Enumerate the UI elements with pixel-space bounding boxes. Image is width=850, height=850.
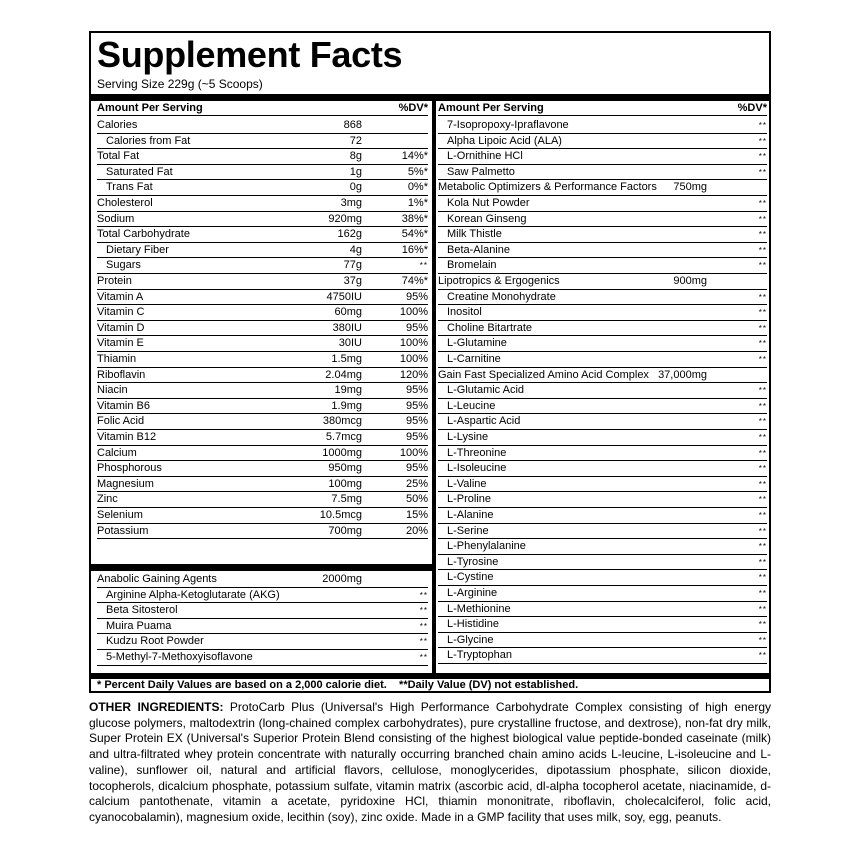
nutrient-daily-value: ** bbox=[419, 621, 428, 631]
nutrient-name: Bromelain bbox=[447, 259, 497, 272]
nutrient-amount: 10.5mcg bbox=[319, 509, 362, 521]
nutrient-name: Arginine Alpha-Ketoglutarate (AKG) bbox=[106, 588, 280, 601]
nutrient-row bbox=[97, 274, 428, 290]
nutrient-amount: 950mg bbox=[328, 462, 362, 475]
nutrient-row bbox=[97, 399, 428, 415]
other-ingredients-label: OTHER INGREDIENTS: bbox=[89, 700, 224, 714]
nutrient-daily-value: ** bbox=[419, 261, 428, 271]
nutrient-daily-value: 0%* bbox=[407, 181, 428, 194]
other-ingredients-text: ProtoCarb Plus (Universal's High Performance Carbohydrate Complex consisting of high energy glucose polymers, maltodextrin (long-chained complex carbohydrates), pure crystalline fructose, and dextrose), non-fat dry milk, Super Protein EX (Universal's Superior Protein Blend consisting of the highest biological value peptide-bonded caseinate (milk) and ultra-filtrated whey protein concentrate with naturally occurring branched chain amino acids L-leucine, L-isoleucine and L-valine), sunflower oil, natural and artificial flavors, cellulose, monoglycerides, dipotassium phosphate, silicon dioxide, tocopherols, dicalcium phosphate, potassium sulfate, vitamin matrix (ascorbic acid, dl-alpha tocopherol acetate, niacinamide, d-calcium pantothenate, vitamin a acetate, pyridoxine HCl, thiamin mononitrate, riboflavin, cholecalciferol, folic acid, cyanocobalamin), magnesium oxide, lecithin (soy), zinc oxide. Made in a GMP facility that uses milk, soy, egg, peanuts. bbox=[89, 700, 771, 824]
nutrient-row bbox=[97, 634, 428, 650]
nutrient-name: Beta-Alanine bbox=[447, 243, 510, 256]
nutrient-daily-value: ** bbox=[758, 651, 767, 661]
dv-header: %DV* bbox=[398, 102, 428, 114]
nutrient-name: L-Leucine bbox=[447, 399, 496, 412]
nutrient-daily-value: ** bbox=[419, 606, 428, 616]
nutrient-name: Total Fat bbox=[97, 150, 140, 163]
nutrient-daily-value: ** bbox=[758, 339, 767, 349]
nutrient-row bbox=[97, 321, 428, 337]
nutrient-name: Vitamin C bbox=[97, 306, 145, 319]
nutrient-name: L-Alanine bbox=[447, 509, 494, 521]
nutrient-daily-value: ** bbox=[758, 464, 767, 474]
nutrient-name: Niacin bbox=[97, 384, 128, 397]
nutrient-name: Gain Fast Specialized Amino Acid Complex bbox=[438, 368, 649, 381]
nutrient-daily-value: ** bbox=[758, 526, 767, 536]
nutrient-name: Magnesium bbox=[97, 477, 154, 490]
section-divider bbox=[91, 564, 434, 571]
nutrient-row bbox=[438, 383, 767, 399]
nutrient-name: L-Aspartic Acid bbox=[447, 415, 521, 428]
nutrient-amount: 900mg bbox=[673, 275, 707, 287]
nutrient-row bbox=[438, 570, 767, 586]
nutrient-name: Phosphorous bbox=[97, 462, 162, 475]
nutrient-row bbox=[97, 508, 428, 524]
nutrient-daily-value: 95% bbox=[405, 462, 428, 475]
nutrient-daily-value: 95% bbox=[405, 399, 428, 412]
daily-value-footnote: * Percent Daily Values are based on a 2,000 calorie diet. **Daily Value (DV) not established. bbox=[97, 679, 579, 691]
right-column-header bbox=[438, 101, 767, 116]
nutrient-name: 5-Methyl-7-Methoxyisoflavone bbox=[106, 651, 253, 663]
nutrient-name: Saw Palmetto bbox=[447, 165, 515, 178]
nutrient-daily-value: ** bbox=[758, 557, 767, 567]
nutrient-row bbox=[438, 368, 767, 384]
nutrient-amount: 2.04mg bbox=[325, 368, 362, 381]
nutrient-daily-value: 54%* bbox=[401, 228, 428, 241]
nutrient-name: L-Tryptophan bbox=[447, 649, 513, 662]
nutrient-row bbox=[438, 508, 767, 524]
left-column-header bbox=[97, 101, 428, 116]
nutrient-amount: 380IU bbox=[332, 321, 362, 334]
nutrient-row bbox=[438, 149, 767, 165]
nutrient-amount: 920mg bbox=[328, 212, 362, 225]
nutrient-daily-value: ** bbox=[758, 167, 767, 177]
nutrient-name: L-Phenylalanine bbox=[447, 540, 526, 553]
nutrient-name: Protein bbox=[97, 275, 132, 287]
nutrient-daily-value: ** bbox=[758, 323, 767, 333]
nutrient-row bbox=[97, 430, 428, 446]
supplement-facts-panel bbox=[89, 31, 771, 693]
nutrient-row bbox=[438, 227, 767, 243]
nutrient-name: Korean Ginseng bbox=[447, 212, 527, 225]
nutrient-name: Zinc bbox=[97, 493, 118, 506]
nutrient-row bbox=[97, 461, 428, 477]
amount-per-serving-label: Amount Per Serving bbox=[97, 102, 203, 114]
nutrient-row bbox=[438, 305, 767, 321]
nutrient-amount: 5.7mcg bbox=[325, 431, 362, 443]
nutrient-row bbox=[97, 212, 428, 228]
nutrient-name: L-Glutamine bbox=[447, 337, 507, 350]
nutrient-row bbox=[97, 134, 428, 150]
nutrient-name: Milk Thistle bbox=[447, 228, 502, 241]
nutrient-name: Total Carbohydrate bbox=[97, 228, 190, 241]
nutrient-name: Vitamin B12 bbox=[97, 431, 157, 443]
nutrient-name: Folic Acid bbox=[97, 415, 145, 428]
nutrient-name: Calcium bbox=[97, 446, 137, 459]
nutrient-daily-value: 5%* bbox=[407, 165, 428, 178]
nutrient-row bbox=[97, 619, 428, 635]
nutrient-name: Alpha Lipoic Acid (ALA) bbox=[447, 134, 562, 147]
nutrient-daily-value: ** bbox=[758, 136, 767, 146]
nutrient-amount: 750mg bbox=[673, 181, 707, 194]
nutrient-daily-value: 120% bbox=[399, 368, 428, 381]
nutrient-row bbox=[438, 555, 767, 571]
nutrient-daily-value: 14%* bbox=[401, 150, 428, 163]
nutrient-name: Riboflavin bbox=[97, 368, 146, 381]
nutrient-daily-value: 15% bbox=[405, 509, 428, 521]
nutrient-row bbox=[438, 602, 767, 618]
nutrient-row bbox=[438, 336, 767, 352]
nutrient-row bbox=[438, 446, 767, 462]
column-divider bbox=[432, 94, 436, 674]
nutrient-daily-value: ** bbox=[758, 401, 767, 411]
nutrient-row bbox=[97, 149, 428, 165]
nutrient-amount: 0g bbox=[349, 181, 362, 194]
nutrient-row bbox=[97, 243, 428, 259]
nutrient-daily-value: ** bbox=[758, 199, 767, 208]
nutrient-amount: 77g bbox=[343, 259, 362, 272]
nutrient-daily-value: 50% bbox=[405, 493, 428, 506]
nutrient-row bbox=[97, 650, 428, 666]
nutrient-daily-value: 20% bbox=[405, 524, 428, 537]
nutrient-row bbox=[438, 196, 767, 212]
nutrient-daily-value: ** bbox=[758, 214, 767, 224]
nutrient-row bbox=[438, 165, 767, 181]
nutrient-daily-value: ** bbox=[758, 308, 767, 318]
nutrient-name: L-Methionine bbox=[447, 602, 511, 615]
nutrient-amount: 1000mg bbox=[322, 446, 362, 459]
nutrient-row bbox=[438, 461, 767, 477]
nutrient-amount: 380mcg bbox=[322, 415, 362, 428]
nutrient-row bbox=[438, 274, 767, 290]
nutrient-name: L-Threonine bbox=[447, 446, 507, 459]
nutrient-name: Kudzu Root Powder bbox=[106, 635, 204, 648]
serving-size: Serving Size 229g (~5 Scoops) bbox=[97, 77, 263, 91]
nutrient-amount: 162g bbox=[337, 228, 362, 241]
nutrient-name: L-Glutamic Acid bbox=[447, 384, 525, 397]
nutrient-row bbox=[97, 572, 428, 588]
nutrient-amount: 4g bbox=[349, 243, 362, 256]
nutrient-daily-value: 74%* bbox=[401, 275, 428, 287]
dv-header: %DV* bbox=[737, 102, 767, 114]
nutrient-row bbox=[97, 196, 428, 212]
nutrient-daily-value: ** bbox=[758, 433, 767, 442]
nutrient-row bbox=[438, 617, 767, 633]
nutrient-name: Inositol bbox=[447, 306, 482, 319]
nutrient-name: L-Lysine bbox=[447, 431, 489, 443]
nutrient-name: Thiamin bbox=[97, 353, 137, 365]
nutrient-name: Selenium bbox=[97, 509, 143, 521]
nutrient-daily-value: ** bbox=[758, 230, 767, 240]
nutrient-daily-value: ** bbox=[758, 511, 767, 520]
nutrient-name: L-Glycine bbox=[447, 633, 494, 646]
nutrient-daily-value: ** bbox=[758, 292, 767, 302]
nutrient-name: L-Isoleucine bbox=[447, 462, 507, 475]
nutrient-daily-value: ** bbox=[758, 479, 767, 489]
nutrient-name: Potassium bbox=[97, 524, 149, 537]
nutrient-row bbox=[97, 352, 428, 368]
nutrient-daily-value: 16%* bbox=[401, 243, 428, 256]
nutrient-row bbox=[97, 290, 428, 306]
nutrient-name: L-Histidine bbox=[447, 618, 499, 631]
nutrient-name: Lipotropics & Ergogenics bbox=[438, 275, 560, 287]
nutrient-row bbox=[438, 539, 767, 555]
nutrient-amount: 72 bbox=[349, 134, 362, 147]
nutrient-row bbox=[438, 524, 767, 540]
nutrient-daily-value: ** bbox=[758, 152, 767, 162]
nutrient-name: 7-Isopropoxy-Ipraflavone bbox=[447, 119, 569, 131]
nutrient-daily-value: ** bbox=[758, 495, 767, 505]
nutrient-row bbox=[97, 118, 428, 134]
nutrient-daily-value: 100% bbox=[399, 353, 428, 365]
amount-per-serving-label: Amount Per Serving bbox=[438, 102, 544, 114]
nutrient-name: Saturated Fat bbox=[106, 165, 173, 178]
nutrient-name: L-Tyrosine bbox=[447, 555, 499, 568]
nutrient-amount: 1g bbox=[349, 165, 362, 178]
nutrient-daily-value: ** bbox=[758, 573, 767, 583]
nutrient-amount: 100mg bbox=[328, 477, 362, 490]
nutrient-name: Sugars bbox=[106, 259, 141, 272]
nutrient-row bbox=[97, 383, 428, 399]
nutrient-daily-value: ** bbox=[758, 589, 767, 598]
nutrient-row bbox=[97, 492, 428, 508]
nutrient-amount: 700mg bbox=[328, 524, 362, 537]
nutrient-name: L-Valine bbox=[447, 477, 487, 490]
nutrient-row bbox=[97, 336, 428, 352]
nutrient-daily-value: 95% bbox=[405, 290, 428, 303]
nutrient-row bbox=[97, 227, 428, 243]
nutrient-row bbox=[438, 399, 767, 415]
nutrient-daily-value: 95% bbox=[405, 431, 428, 443]
nutrient-row bbox=[438, 430, 767, 446]
nutrient-row bbox=[438, 180, 767, 196]
nutrient-daily-value: ** bbox=[758, 386, 767, 396]
nutrient-row bbox=[438, 258, 767, 274]
nutrient-name: Calories bbox=[97, 119, 138, 131]
header-divider bbox=[91, 94, 769, 101]
nutrient-row bbox=[97, 180, 428, 196]
nutrient-name: Dietary Fiber bbox=[106, 243, 169, 256]
nutrient-row bbox=[438, 352, 767, 368]
nutrient-name: Choline Bitartrate bbox=[447, 321, 532, 334]
nutrient-daily-value: ** bbox=[758, 620, 767, 630]
nutrient-daily-value: ** bbox=[758, 604, 767, 614]
nutrient-amount: 8g bbox=[349, 150, 362, 163]
nutrient-daily-value: ** bbox=[758, 245, 767, 255]
nutrient-row bbox=[438, 648, 767, 664]
nutrient-row bbox=[438, 321, 767, 337]
nutrient-amount: 37g bbox=[343, 275, 362, 287]
nutrient-row bbox=[97, 588, 428, 604]
nutrient-name: L-Ornithine HCl bbox=[447, 150, 523, 163]
nutrient-row bbox=[438, 414, 767, 430]
nutrient-daily-value: ** bbox=[758, 542, 767, 552]
nutrient-daily-value: ** bbox=[758, 121, 767, 130]
nutrient-daily-value: 95% bbox=[405, 321, 428, 334]
nutrient-name: L-Cystine bbox=[447, 571, 494, 584]
nutrient-name: L-Serine bbox=[447, 524, 489, 537]
panel-title: Supplement Facts bbox=[97, 34, 403, 75]
nutrient-daily-value: 100% bbox=[399, 446, 428, 459]
nutrient-row bbox=[438, 586, 767, 602]
nutrient-name: Trans Fat bbox=[106, 181, 153, 194]
nutrient-daily-value: 25% bbox=[405, 477, 428, 490]
nutrient-name: Beta Sitosterol bbox=[106, 604, 178, 617]
nutrient-name: Sodium bbox=[97, 212, 135, 225]
nutrient-daily-value: ** bbox=[419, 653, 428, 662]
nutrient-row bbox=[438, 477, 767, 493]
nutrient-row bbox=[97, 305, 428, 321]
nutrient-daily-value: 1%* bbox=[407, 197, 428, 209]
nutrient-row bbox=[97, 414, 428, 430]
nutrient-daily-value: ** bbox=[758, 635, 767, 645]
nutrient-name: Vitamin E bbox=[97, 337, 144, 350]
nutrient-row bbox=[97, 368, 428, 384]
nutrient-name: Muira Puama bbox=[106, 619, 172, 632]
nutrient-row bbox=[438, 290, 767, 306]
nutrient-amount: 19mg bbox=[334, 384, 362, 397]
nutrient-row bbox=[438, 118, 767, 134]
nutrient-row bbox=[438, 492, 767, 508]
nutrient-name: Anabolic Gaining Agents bbox=[97, 573, 217, 585]
nutrient-row bbox=[97, 446, 428, 462]
nutrient-row bbox=[97, 603, 428, 619]
nutrient-daily-value: 100% bbox=[399, 306, 428, 319]
nutrient-name: Creatine Monohydrate bbox=[447, 290, 556, 303]
nutrient-daily-value: ** bbox=[758, 355, 767, 364]
nutrient-name: Metabolic Optimizers & Performance Factors bbox=[438, 181, 657, 194]
nutrient-name: L-Carnitine bbox=[447, 353, 501, 365]
nutrient-name: Kola Nut Powder bbox=[447, 197, 530, 209]
nutrient-row bbox=[438, 633, 767, 649]
nutrient-name: L-Arginine bbox=[447, 587, 498, 599]
nutrient-row bbox=[438, 212, 767, 228]
nutrient-row bbox=[97, 165, 428, 181]
nutrient-daily-value: ** bbox=[758, 417, 767, 427]
nutrient-name: Vitamin D bbox=[97, 321, 145, 334]
nutrient-amount: 30IU bbox=[338, 337, 362, 350]
nutrient-amount: 2000mg bbox=[322, 573, 362, 585]
nutrient-row bbox=[438, 243, 767, 259]
nutrient-name: L-Proline bbox=[447, 493, 492, 506]
nutrient-name: Calories from Fat bbox=[106, 134, 191, 147]
nutrient-daily-value: ** bbox=[419, 637, 428, 647]
nutrient-amount: 60mg bbox=[334, 306, 362, 319]
nutrient-name: Vitamin A bbox=[97, 290, 144, 303]
nutrient-amount: 1.9mg bbox=[331, 399, 362, 412]
other-ingredients bbox=[89, 700, 771, 826]
nutrient-amount: 3mg bbox=[340, 197, 362, 209]
nutrient-daily-value: ** bbox=[758, 261, 767, 271]
nutrient-amount: 868 bbox=[343, 119, 362, 131]
nutrient-row bbox=[97, 524, 428, 540]
nutrient-row bbox=[438, 134, 767, 150]
nutrient-daily-value: 38%* bbox=[401, 212, 428, 225]
nutrient-daily-value: 100% bbox=[399, 337, 428, 350]
nutrient-amount: 4750IU bbox=[326, 290, 362, 303]
nutrient-amount: 1.5mg bbox=[331, 353, 362, 365]
nutrient-amount: 7.5mg bbox=[331, 493, 362, 506]
nutrient-name: Vitamin B6 bbox=[97, 399, 150, 412]
nutrient-name: Cholesterol bbox=[97, 197, 153, 209]
nutrient-daily-value: ** bbox=[419, 590, 428, 600]
nutrient-daily-value: ** bbox=[758, 448, 767, 458]
nutrient-amount: 37,000mg bbox=[658, 368, 707, 381]
nutrient-daily-value: 95% bbox=[405, 415, 428, 428]
nutrient-row bbox=[97, 477, 428, 493]
nutrient-daily-value: 95% bbox=[405, 384, 428, 397]
nutrient-row bbox=[97, 258, 428, 274]
